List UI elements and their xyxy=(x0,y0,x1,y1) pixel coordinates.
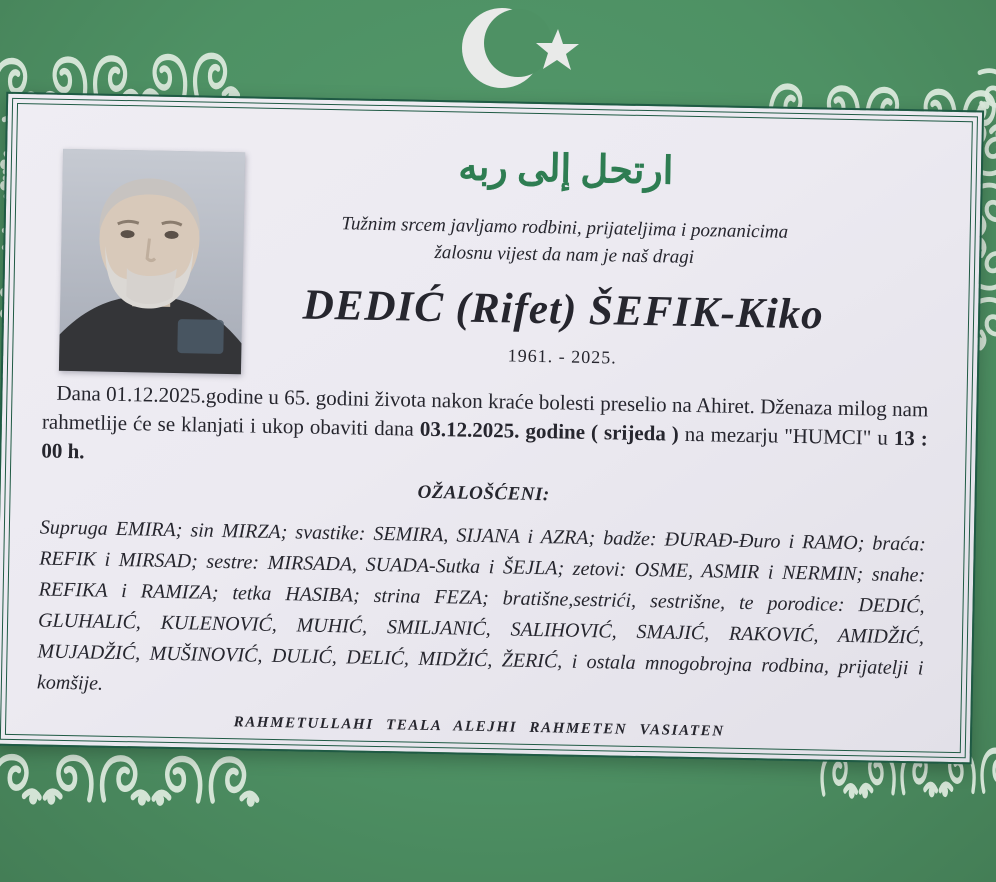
funeral-time: 13 : 00 h. xyxy=(41,425,929,464)
death-notice-card xyxy=(0,92,984,765)
intro-line-1: Tužnim srcem javljamo rodbini, prijateljima i poznanicima xyxy=(341,212,789,243)
ornament-bottom-left xyxy=(0,747,260,812)
funeral-announcement xyxy=(41,378,929,482)
deceased-portrait-photo xyxy=(59,149,245,374)
mourners-heading: OŽALOŠĆENI: xyxy=(417,481,550,506)
header-text-block xyxy=(241,124,933,374)
intro-line-2: žalosnu vijest da nam je naš dragi xyxy=(434,242,695,269)
announcement-text-1: Dana 01.12.2025.godine u 65. godini života nakon kraće bolesti preselio na Ahiret. Dženaza milog nam rahmetlije će se klanjati i ukop obaviti dana xyxy=(41,380,929,441)
closing-prayer: RAHMETULLAHI TEALA ALEJHI RAHMETEN VASIATEN xyxy=(233,714,725,740)
mourners-list: Supruga EMIRA; sin MIRZA; svastike: SEMIRA, SIJANA i AZRA; badže: ĐURAĐ-Đuro i RAMO; braća: REFIK i MIRSAD; sestre: MIRSADA, SUADA-Sutka i ŠEJLA; zetovi: OSME, ASMIR i NERMIN; snahe: REFIKA i RAMIZA; tetka HASIBA; strina FEZA; bratišne,sestrići, sestrišne, te porodice: DEDIĆ, GLUHALIĆ, KULENOVIĆ, MUHIĆ, SMILJANIĆ, SALIHOVIĆ, SMAJIĆ, RAKOVIĆ, AMIDŽIĆ, MUJADŽIĆ, MUŠINOVIĆ, DULIĆ, DELIĆ, MIDŽIĆ, ŽERIĆ, i ostala mnogobrojna rodbina, prijatelji i komšije. xyxy=(36,516,926,695)
funeral-date: 03.12.2025. godine ( srijeda ) xyxy=(419,416,680,446)
announcement-text-2: na mezarju "HUMCI" u xyxy=(678,421,895,450)
card-content xyxy=(8,106,970,750)
arabic-calligraphy: ارتحل إلى ربه xyxy=(458,146,674,193)
header-row xyxy=(43,121,934,388)
life-years: 1961. - 2025. xyxy=(507,345,617,368)
crescent-and-star-icon xyxy=(440,2,610,94)
intro-lines xyxy=(253,208,876,275)
deceased-name: DEDIĆ (Rifet) ŠEFIK-Kiko xyxy=(302,281,825,339)
